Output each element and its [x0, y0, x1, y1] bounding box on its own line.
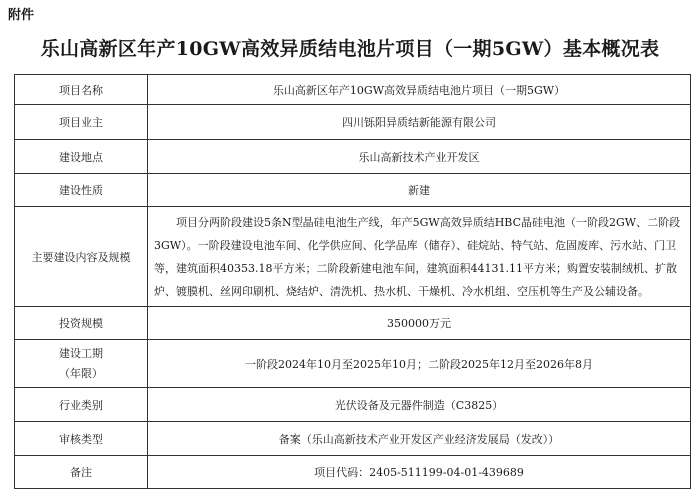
row-label-investment: 投资规模	[15, 307, 148, 340]
table-row	[15, 105, 691, 140]
table-row	[15, 307, 691, 340]
row-label-project-name: 项目名称	[15, 75, 148, 105]
row-label-remarks: 备注	[15, 456, 148, 489]
table-row	[15, 388, 691, 422]
row-value-project-name: 乐山高新区年产10GW高效异质结电池片项目（一期5GW）	[148, 75, 691, 105]
attachment-label: 附件	[8, 8, 35, 23]
row-label-review-type: 审核类型	[15, 422, 148, 456]
row-label-location: 建设地点	[15, 140, 148, 174]
row-value-remarks: 项目代码：2405-511199-04-01-439689	[148, 456, 691, 489]
row-label-scope: 主要建设内容及规模	[15, 207, 148, 307]
row-value-project-owner: 四川铄阳异质结新能源有限公司	[148, 105, 691, 140]
row-label-period	[15, 340, 148, 388]
row-value-location: 乐山高新技术产业开发区	[148, 140, 691, 174]
scope-text: 项目分两阶段建设5条N型晶硅电池生产线，年产5GW高效异质结HBC晶硅电池（一阶段2GW、二阶段3GW）。一阶段建设电池车间、化学供应间、化学品库（储存）、硅烷站、特气站、危固废库、污水站、门卫等，建筑面积40353.18平方米；二阶段新建电池车间，建筑面积44131.11平方米；购置安装制绒机、扩散炉、镀膜机、丝网印刷机、烧结炉、清洗机、热水机、干燥机、冷水机组、空压机等生产及公辅设备。	[154, 215, 681, 298]
row-value-investment: 350000万元	[148, 307, 691, 340]
row-label-project-owner: 项目业主	[15, 105, 148, 140]
row-label-nature: 建设性质	[15, 174, 148, 207]
table-row	[15, 140, 691, 174]
project-overview-table	[14, 74, 691, 489]
period-label-line1: 建设工期	[59, 346, 103, 360]
row-value-nature: 新建	[148, 174, 691, 207]
table-row	[15, 207, 691, 307]
row-value-period: 一阶段2024年10月至2025年10月；二阶段2025年12月至2026年8月	[148, 340, 691, 388]
row-value-industry: 光伏设备及元器件制造（C3825）	[148, 388, 691, 422]
table-row	[15, 340, 691, 388]
table-row	[15, 174, 691, 207]
row-label-industry: 行业类别	[15, 388, 148, 422]
row-value-scope	[148, 207, 691, 307]
table-row	[15, 422, 691, 456]
table-row	[15, 75, 691, 105]
row-value-review-type: 备案（乐山高新技术产业开发区产业经济发展局（发改））	[148, 422, 691, 456]
period-label-line2: （年限）	[59, 366, 103, 380]
page-title: 乐山高新区年产10GW高效异质结电池片项目（一期5GW）基本概况表	[40, 38, 660, 60]
table-row	[15, 456, 691, 489]
